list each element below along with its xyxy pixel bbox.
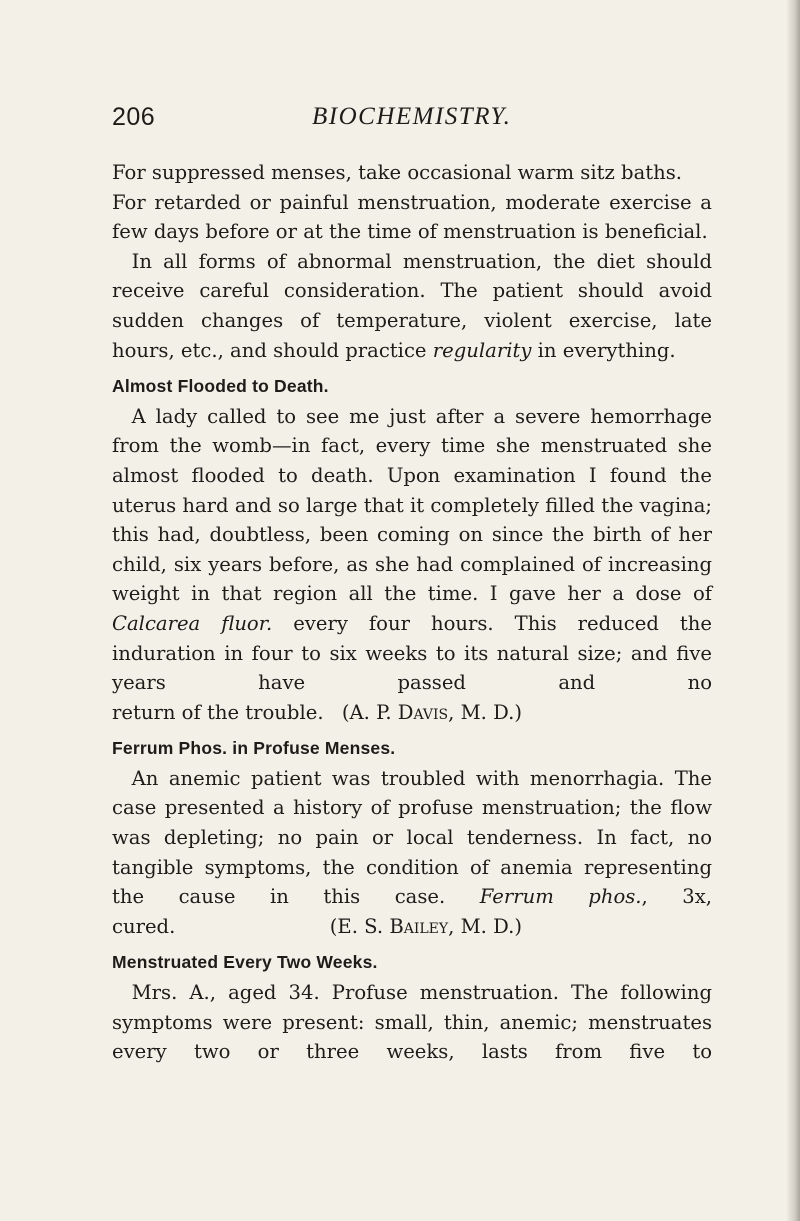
case-end-line: [112, 698, 712, 728]
case-body-ferrum-phos: [112, 764, 712, 912]
paragraph-text: , 3x,: [641, 885, 712, 909]
case-end-line: [112, 912, 712, 942]
emphasis-calcarea-fluor: Calcarea fluor.: [112, 611, 273, 635]
section-heading-almost-flooded: Almost Flooded to Death.: [112, 376, 329, 397]
page-header: [112, 103, 712, 143]
section-heading-every-two-weeks: Menstruated Every Two Weeks.: [112, 952, 378, 973]
paragraph-text: A lady called to see me just after a severe hemorrhage from the womb—in fact, every time she menstruated she almost flooded to death. Upon examination I found the uterus hard and so large that it completely filled the vagina; this had, doubtless, been coming on since the birth of her child, six years before, as she had complained of increasing weight in that region all the time. I gave her a dose of: [112, 404, 712, 606]
paragraph-text: For retarded or painful menstruation, moderate exercise a few days before or at the time of menstruation is beneficial.: [112, 190, 712, 244]
case-last-line: cured.: [112, 914, 176, 938]
page-body: [112, 158, 712, 1067]
paragraph-suppressed-menses: For suppressed menses, take occasional warm sitz baths.: [112, 161, 683, 184]
paragraph-text: In all forms of abnormal menstruation, the diet should receive careful consideration. The patient should avoid sudden changes of temperature, violent exercise, late hours, etc., and should practice: [112, 249, 712, 362]
case-body-every-two-weeks: Mrs. A., aged 34. Profuse menstruation. The following symptoms were present: small, thin, anemic; menstruates every two or three weeks, lasts from five to: [112, 981, 712, 1064]
page-number: 206: [112, 103, 156, 131]
page-edge-shadow: [786, 0, 800, 1221]
paragraph-retarded-menstruation: [112, 188, 712, 247]
case-body-almost-flooded: [112, 402, 712, 698]
paragraph-text: An anemic patient was troubled with menorrhagia. The case presented a history of profuse menstruation; the flow was depleting; no pain or local tenderness. In fact, no tangible symptoms, the condition of anemia representing the cause in this case.: [112, 766, 712, 909]
running-head: BIOCHEMISTRY.: [312, 103, 512, 130]
case-last-line: return of the trouble.: [112, 700, 324, 724]
paragraph-abnormal-menstruation: [112, 247, 712, 365]
paragraph-text: in everything.: [537, 338, 676, 362]
emphasis-ferrum-phos: Ferrum phos.: [479, 885, 642, 909]
paragraph-text: every four hours. This reduced the induration in four to six weeks to its natural size; and five years have passed and no: [112, 611, 712, 695]
case-signature: (E. S. Bailey, M. D.): [329, 914, 522, 938]
emphasis-regularity: regularity: [432, 338, 532, 362]
case-signature: (A. P. Davis, M. D.): [341, 700, 522, 724]
section-heading-ferrum-phos: Ferrum Phos. in Profuse Menses.: [112, 738, 396, 759]
